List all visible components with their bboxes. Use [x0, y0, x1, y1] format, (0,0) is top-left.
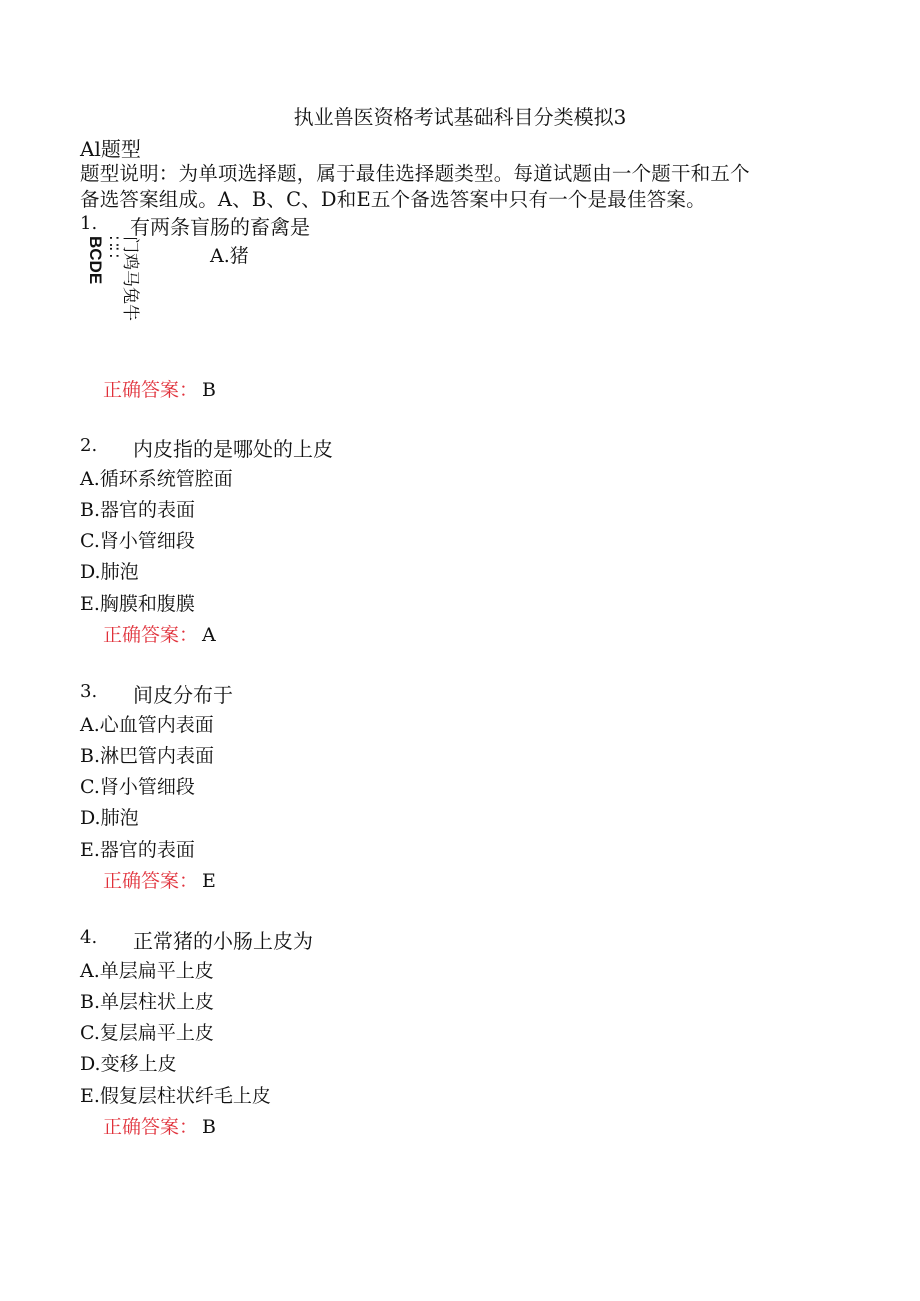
option-b: B.单层柱状上皮	[80, 991, 215, 1013]
garbled-line: BCDE	[86, 236, 105, 285]
option-e: E.假复层柱状纤毛上皮	[80, 1085, 271, 1107]
question-stem: 内皮指的是哪处的上皮	[133, 437, 333, 461]
answer-line	[103, 866, 216, 893]
question-stem: 正常猪的小肠上皮为	[133, 929, 313, 953]
option-c: C.肾小管细段	[80, 530, 195, 552]
option-a: A.单层扁平上皮	[80, 960, 214, 982]
option-d: D.变移上皮	[80, 1053, 177, 1075]
section-heading: Al题型	[80, 137, 141, 161]
garbled-line: ∷∷	[103, 236, 123, 258]
answer-line	[103, 375, 216, 402]
garbled-options-block	[28, 236, 140, 321]
answer-value: E	[202, 870, 216, 892]
option-e: E.器官的表面	[80, 839, 195, 861]
instructions-line-2: 备选答案组成。A、B、C、D和E五个备选答案中只有一个是最佳答案。	[80, 188, 706, 211]
option-d: D.肺泡	[80, 561, 139, 583]
option-e: E.胸膜和腹膜	[80, 593, 195, 615]
document-title: 执业兽医资格考试基础科目分类模拟3	[293, 105, 627, 129]
answer-prefix: 正确答案：	[103, 379, 199, 401]
answer-prefix: 正确答案：	[103, 870, 199, 892]
answer-prefix: 正确答案：	[103, 624, 199, 646]
question-number: 1.	[80, 213, 98, 234]
option-a: A.猪	[210, 245, 249, 267]
option-d: D.肺泡	[80, 807, 139, 829]
option-b: B.器官的表面	[80, 499, 196, 521]
question-stem: 有两条盲肠的畜禽是	[130, 215, 310, 239]
answer-value: A	[202, 624, 216, 646]
answer-value: B	[202, 379, 216, 401]
question-number: 4.	[80, 927, 98, 948]
option-b: B.淋巴管内表面	[80, 745, 215, 767]
question-number: 2.	[80, 435, 98, 456]
garbled-line: 门鸡马兔牛	[120, 236, 140, 321]
option-a: A.心血管内表面	[80, 714, 214, 736]
question-number: 3.	[80, 681, 98, 702]
option-c: C.肾小管细段	[80, 776, 195, 798]
question-stem: 间皮分布于	[133, 683, 233, 707]
answer-line	[103, 1112, 216, 1139]
answer-prefix: 正确答案：	[103, 1116, 199, 1138]
instructions-line-1: 题型说明：为单项选择题，属于最佳选择题类型。每道试题由一个题干和五个	[80, 162, 750, 185]
answer-line	[103, 620, 216, 647]
option-a: A.循环系统管腔面	[80, 468, 233, 490]
option-c: C.复层扁平上皮	[80, 1022, 214, 1044]
answer-value: B	[202, 1116, 216, 1138]
